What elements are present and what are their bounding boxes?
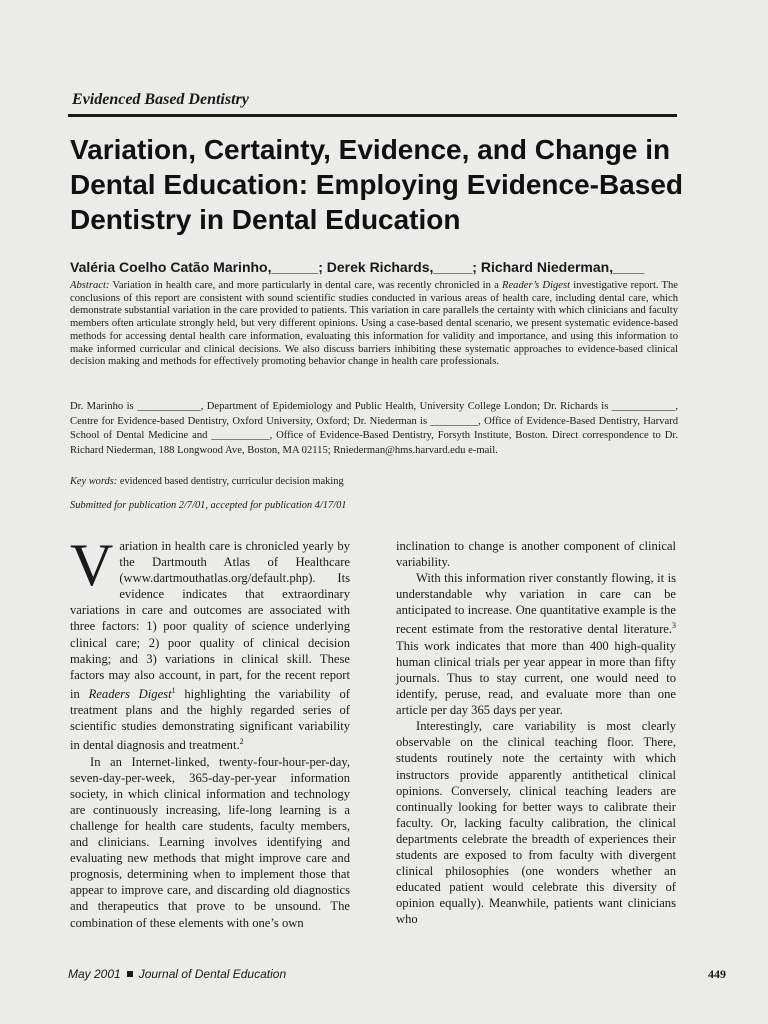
abstract-italic: Reader’s Digest	[501, 280, 571, 291]
body-paragraph	[396, 570, 676, 718]
abstract-label: Abstract:	[70, 280, 110, 291]
body-text: ariation in health care is chronicled yearly by the Dartmouth Atlas of Healthcare (www.dartmouthatlas.org/default.php). Its evidence indicates that extraordinary variations in care and outcomes are associated with three factors: 1) poor quality of science underlying clinical care; 2) poor quality of clinical decision making; and 3) variations in clinical skill. These factors may also account, in part, for the recent report in	[70, 539, 350, 702]
footnote-ref: 3	[672, 621, 676, 631]
footnote-ref: 2	[239, 737, 244, 747]
body-paragraph: In an Internet-linked, twenty-four-hour-per-day, seven-day-per-week, 365-day-per-year information society, in which clinical information and technology are continuously increasing, life-long learning is a challenge for health care students, faculty members, and clinicians. Learning involves identifying and evaluating new methods that might improve care and prognosis, determining when to implement those that appear to improve care, and discarding old diagnostics and therapeutics that prove to be unsound. The combination of these elements with one’s own	[70, 754, 350, 930]
body-text: This work indicates that more than 400 high-quality human clinical trials per year appear in more than fifty journals. Thus to stay current, one would need to identify, peruse, read, and evaluate more than one article per day 365 days per year.	[396, 638, 676, 718]
square-bullet-icon	[127, 971, 133, 977]
footer-journal	[68, 967, 286, 981]
drop-cap: V	[70, 532, 114, 598]
body-text: With this information river constantly flowing, it is understandable why variation in care can be anticipated to increase. One quantitative example is the recent estimate from the restorative dental literature.	[396, 571, 676, 637]
body-paragraph: Interestingly, care variability is most clearly observable on the clinical teaching floor. There, students routinely note the certainty with which instructors provide apparently antithetical clinical opinions. Conversely, clinical teaching leaders are continually looking for better ways to calibrate their faculty. Or, lacking faculty calibration, the clinical departments celebrate the breadth of experiences their students are exposed to from faculty with divergent clinical philosophies (one wonders whether an educated patient would celebrate this diversity of opinion equally). Meanwhile, patients want clinicians who	[396, 719, 676, 927]
body-text: highlighting the variability of treatment plans and the highly regarded series of scientific studies demonstrating significant variability in dental diagnosis and treatment.	[70, 687, 350, 753]
body-paragraph	[70, 532, 350, 754]
body-column-left	[70, 532, 350, 931]
keywords-label: Key words:	[70, 476, 118, 487]
author-line: Valéria Coelho Catão Marinho,______; Derek Richards,_____; Richard Niederman,____	[70, 259, 645, 275]
footer-date: May 2001	[68, 967, 121, 981]
affiliations: Dr. Marinho is ____________, Department of Epidemiology and Public Health, University College London; Dr. Richards is ____________, Centre for Evidence-based Dentistry, Oxford University, Oxford; Dr. Niederman is _________, Office of Evidence-Based Dentistry, Harvard School of Dental Medicine and ___________, Office of Evidence-Based Dentistry, Forsyth Institute, Boston. Direct correspondence to Dr. Richard Niederman, 188 Longwood Ave, Boston, MA 02115; Rniederman@hms.harvard.edu e-mail.	[70, 401, 678, 456]
header-rule	[68, 114, 677, 117]
abstract	[70, 280, 678, 369]
body-italic: Readers Digest	[88, 687, 172, 702]
keywords	[70, 475, 678, 488]
page-number: 449	[708, 967, 726, 981]
body-paragraph: inclination to change is another component of clinical variability.	[396, 539, 676, 570]
body-column-right	[396, 538, 676, 927]
article-title: Variation, Certainty, Evidence, and Change in Dental Education: Employing Evidence-Based Dentistry in Dental Education	[70, 134, 684, 235]
submission-dates: Submitted for publication 2/7/01, accepted for publication 4/17/01	[70, 500, 347, 511]
keywords-text: evidenced based dentistry, curriculur decision making	[117, 476, 344, 487]
section-label: Evidenced Based Dentistry	[72, 91, 249, 108]
footnote-ref: 1	[171, 685, 176, 695]
abstract-text-2: investigative report. The conclusions of this report are consistent with sound scientific studies conducted in various areas of health care, including dental care, which demonstrate substantial variation in the care provided to patients. This variation in care parallels the certainty with which clinicians and faculty members often articulate strongly held, but very different opinions. Using a case-based dental scenario, we present systematic evidence-based methods for accessing dental health care information, evaluating this information for validity and importance, and using this information to make informed curricular and clinical decisions. We also discuss barriers inhibiting these systematic approaches to evidence-based clinical decision making and methods for effectively promoting behavior change in health care professionals.	[70, 280, 678, 368]
abstract-text-1: Variation in health care, and more particularly in dental care, was recently chronicled in a	[109, 280, 502, 291]
footer-journal-name: Journal of Dental Education	[138, 967, 287, 981]
